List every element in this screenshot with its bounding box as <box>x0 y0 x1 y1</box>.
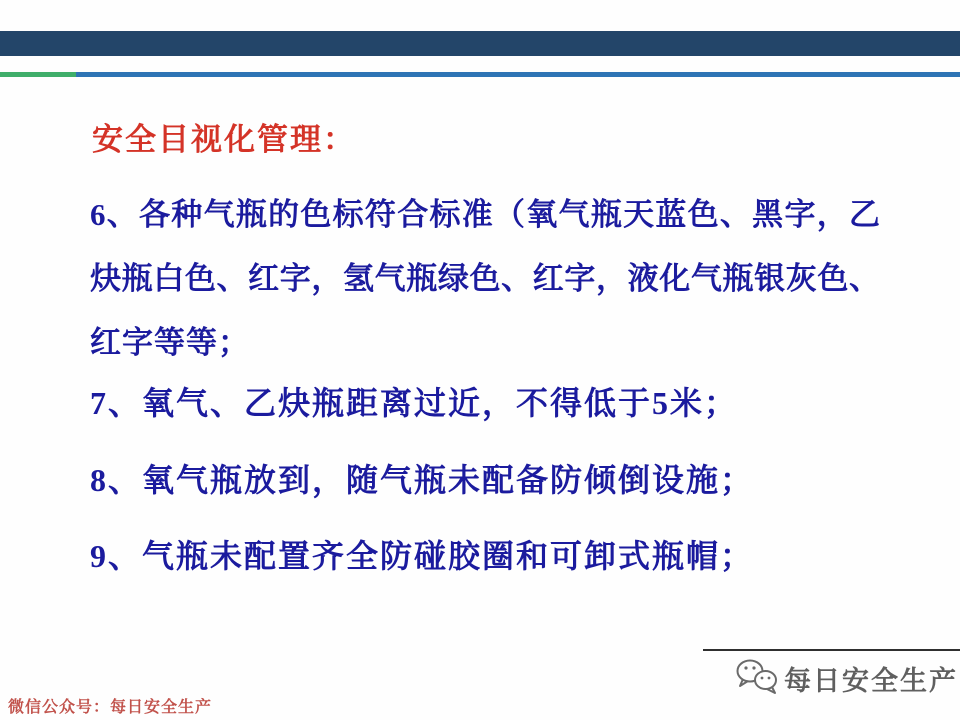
item-6-line-3: 红字等等； <box>90 325 250 360</box>
wechat-account-caption: 微信公众号：每日安全生产 <box>8 699 213 716</box>
item-7-text: 7、氧气、乙炔瓶距离过近，不得低于5米； <box>90 385 739 421</box>
item-9-text: 9、气瓶未配置齐全防碰胶圈和可卸式瓶帽； <box>90 538 755 574</box>
accent-rule-blue-segment <box>76 72 960 77</box>
item-8-text: 8、氧气瓶放到，随气瓶未配备防倾倒设施； <box>90 462 755 498</box>
watermark-divider-line <box>703 649 960 651</box>
top-navy-bar <box>0 31 960 56</box>
item-6-paragraph <box>90 183 880 375</box>
page-title: 安全目视化管理： <box>92 122 356 157</box>
watermark <box>736 656 958 701</box>
item-6-line-2: 炔瓶白色、红字，氢气瓶绿色、红字，液化气瓶银灰色、 <box>90 261 880 296</box>
wechat-icon <box>736 656 778 701</box>
item-6-line-1: 6、各种气瓶的色标符合标准（氧气瓶天蓝色、黑字，乙 <box>90 197 880 232</box>
watermark-text: 每日安全生产 <box>784 666 958 696</box>
accent-rule-green-segment <box>0 72 76 77</box>
accent-rule <box>0 72 960 77</box>
